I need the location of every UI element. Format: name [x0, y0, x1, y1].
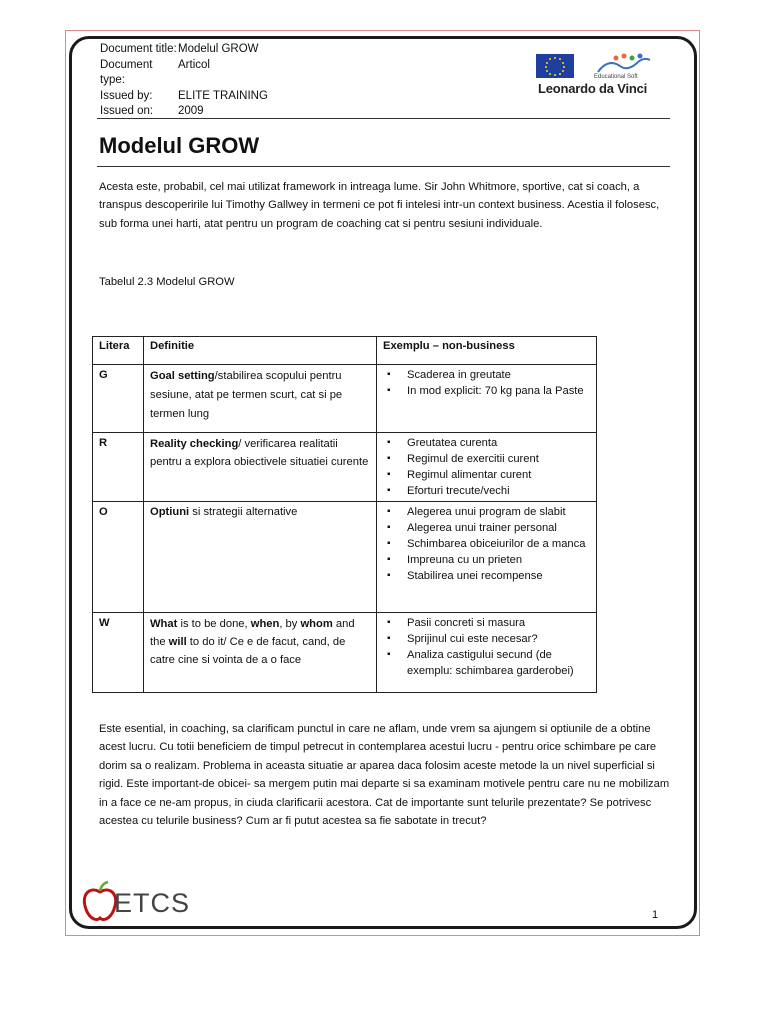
table-row	[93, 433, 597, 502]
definition-term: whom	[300, 618, 333, 630]
row-definition	[144, 433, 377, 502]
list-item: ▪ Pasii concreti si masura	[403, 615, 590, 631]
row-letter: W	[93, 613, 144, 693]
eu-flag-icon	[536, 54, 574, 78]
table-row	[93, 613, 597, 693]
etcs-logo-text: ETCS	[114, 888, 191, 918]
list-item: ▪ Impreuna cu un prieten	[403, 552, 590, 568]
definition-term: Optiuni	[150, 506, 190, 518]
list-item: ▪ Regimul alimentar curent	[403, 467, 590, 483]
col-header-definition: Definitie	[144, 337, 377, 365]
list-item: ▪ Regimul de exercitii curent	[403, 451, 590, 467]
title-divider	[97, 166, 670, 167]
row-letter: O	[93, 502, 144, 613]
definition-term: when	[250, 618, 280, 630]
row-definition	[144, 502, 377, 613]
logo-caption: Educational Soft	[594, 74, 638, 80]
definition-term: Goal setting	[150, 370, 215, 382]
meta-value: Articol	[178, 58, 210, 71]
etcs-logo	[80, 878, 191, 924]
meta-label: Issued by:	[100, 89, 153, 102]
row-definition	[144, 613, 377, 693]
list-item: ▪ Schimbarea obiceiurilor de a manca	[403, 536, 590, 552]
meta-label: Document type:	[100, 58, 153, 86]
header-logos	[532, 50, 662, 100]
leonardo-figures-icon	[594, 52, 654, 76]
row-examples	[377, 365, 597, 433]
meta-value: 2009	[178, 105, 204, 117]
definition-text: is to be done,	[177, 618, 251, 630]
definition-text: si strategii alternative	[189, 506, 298, 518]
meta-row-type	[100, 58, 268, 89]
grow-table	[92, 336, 597, 693]
col-header-example: Exemplu – non-business	[377, 337, 597, 365]
row-definition	[144, 365, 377, 433]
meta-row-title	[100, 42, 268, 58]
header-divider	[97, 118, 670, 119]
definition-text: /stabilirea scopului pentru sesiune, atat pe termen scurt, cat si pe termen lung	[150, 370, 343, 420]
definition-text: , by	[279, 618, 301, 630]
list-item: ▪ Analiza castigului secund (de exemplu: schimbarea garderobei)	[403, 647, 590, 679]
list-item: ▪ Greutatea curenta	[403, 435, 590, 451]
definition-text: and the	[150, 618, 355, 648]
page-title: Modelul GROW	[99, 133, 260, 158]
col-header-letter: Litera	[93, 337, 144, 365]
definition-term: Reality checking	[150, 438, 239, 450]
list-item: ▪ Alegerea unui program de slabit	[403, 504, 590, 520]
list-item: ▪ In mod explicit: 70 kg pana la Paste	[403, 383, 590, 399]
row-letter: G	[93, 365, 144, 433]
list-item: ▪ Scaderea in greutate	[403, 367, 590, 383]
document-meta	[100, 42, 268, 120]
table-row	[93, 365, 597, 433]
closing-paragraph: Este esential, in coaching, sa clarificam punctul in care ne aflam, unde vrem sa ajungem si optiunile de a obtine acest lucru. Cu totii beneficiem de timpul petrecut in contemplarea acestui lucru - pentru orice schimbare pe care dorim sa o realizam. Problema in aceasta situatie ar aparea daca folosim aceste metode la un nivel superficial si rigid. Este important-de obicei- sa mergem putin mai departe si sa examinam motivele pentru care nu ne mobilizam in a face ce ne-am propus, in ciuda clarificarii acestora. Cat de importante sunt telurile prezentate? Se potrivesc acestea cu telurile business? Cum ar fi putut acestea sa fie sabotate in trecut?	[99, 723, 670, 828]
row-letter: R	[93, 433, 144, 502]
list-item: ▪ Alegerea unui trainer personal	[403, 520, 590, 536]
meta-value: ELITE TRAINING	[178, 89, 268, 102]
intro-paragraph: Acesta este, probabil, cel mai utilizat framework in intreaga lume. Sir John Whitmore, sportive, cat si coach, a transpus descoperirile lui Timothy Gallwey in termeni ce pot fi intelesi intr-un context business. Acestia il folosesc, sub forma unei harti, atat pentru un program de coaching cat si pentru sesiuni individuale.	[99, 181, 660, 230]
definition-term: will	[168, 636, 187, 648]
list-item: ▪ Eforturi trecute/vechi	[403, 483, 590, 499]
meta-value: Modelul GROW	[178, 43, 259, 55]
table-row	[93, 502, 597, 613]
table-caption: Tabelul 2.3 Modelul GROW	[99, 276, 235, 288]
meta-label: Document title:	[100, 43, 177, 55]
meta-label: Issued on:	[100, 105, 154, 117]
meta-row-issued-by	[100, 89, 268, 105]
leonardo-logo-text: Leonardo da Vinci	[538, 81, 648, 96]
definition-term: What	[150, 618, 178, 630]
page-number: 1	[652, 909, 659, 921]
list-item: ▪ Stabilirea unei recompense	[403, 568, 590, 584]
definition-text: to do it/ Ce e de facut, cand, de catre cine si vointa de a o face	[150, 636, 346, 666]
table-header-row	[93, 337, 597, 365]
row-examples	[377, 502, 597, 613]
row-examples	[377, 613, 597, 693]
definition-text: / verificarea realitatii pentru a explora obiectivele situatiei curente	[150, 438, 369, 468]
row-examples	[377, 433, 597, 502]
list-item: ▪ Sprijinul cui este necesar?	[403, 631, 590, 647]
